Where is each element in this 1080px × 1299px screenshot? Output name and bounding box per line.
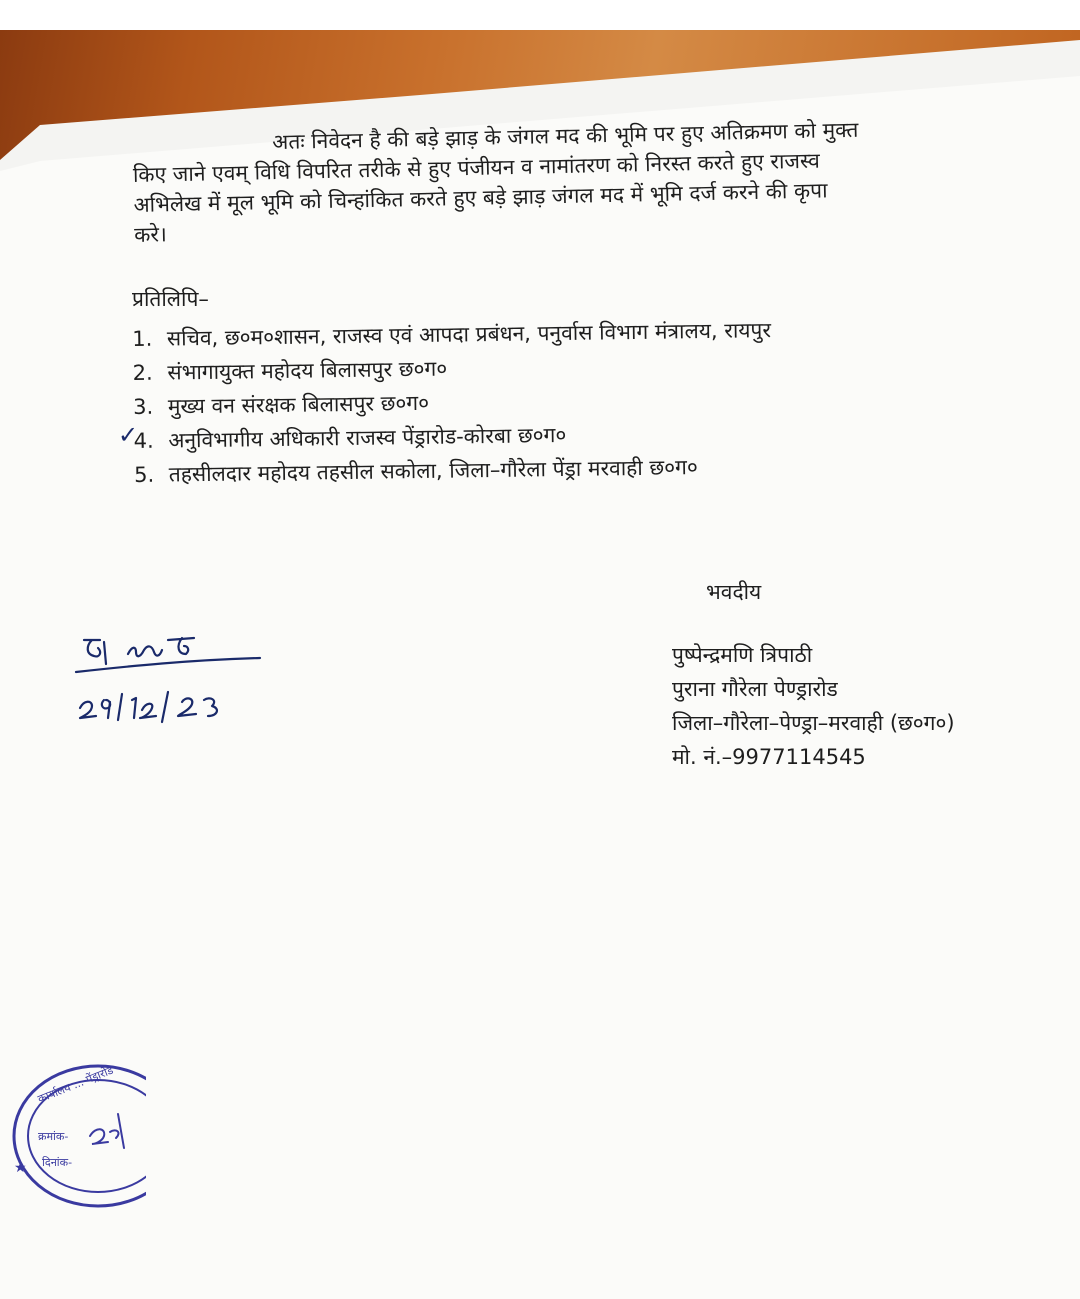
sender-address-line-1: पुराना गौरेला पेण्ड्रारोड [672,677,838,701]
item-number: 1. [132,326,153,351]
item-text: तहसीलदार महोदय तहसील सकोला, जिला–गौरेला पेंड्रा मरवाही छ०ग० [168,455,698,487]
paragraph-line-1: अतः निवेदन है की बड़े झाड़ के जंगल मद की भूमि पर हुए अतिक्रमण को मुक्त [272,117,859,155]
sender-address-line-2: जिला–गौरेला–पेण्ड्रा–मरवाही (छ०ग०) [672,711,955,735]
request-paragraph [132,111,1024,250]
handwritten-signature-and-date [70,620,270,730]
paragraph-line-3: अभिलेख में मूल भूमि को चिन्हांकित करते हुए बड़े झाड़ जंगल मद में भूमि दर्ज करने की कृपा [133,178,828,217]
item-number: 2. [132,360,153,385]
item-text: संभागायुक्त महोदय बिलासपुर छ०ग० [167,356,448,385]
stamp-inward-label: क्रमांक- [38,1130,69,1143]
item-text: अनुविभागीय अधिकारी राजस्व पेंड्रारोड-कोरबा छ०ग० [168,422,567,453]
office-rubber-stamp [6,1048,146,1218]
copy-to-heading: प्रतिलिपि– [132,287,209,311]
sender-name: पुष्पेन्द्रमणि त्रिपाठी [672,643,813,667]
stamp-text: कार्यालय ... पेंड्रारोड [35,1063,116,1106]
paragraph-line-2: किए जाने एवम् विधि विपरित तरीके से हुए पंजीयन व नामांतरण को निरस्त करते हुए राजस्व [132,148,821,187]
paragraph-line-4: करे। [133,222,168,247]
item-text: सचिव, छ०म०शासन, राजस्व एवं आपदा प्रबंधन, पनुर्वास विभाग मंत्रालय, रायपुर [166,318,772,351]
sender-block [672,638,955,774]
handwritten-tick-mark: ✓ [118,421,139,449]
item-text: मुख्य वन संरक्षक बिलासपुर छ०ग० [167,390,430,419]
star-icon: ★ [14,1160,27,1176]
item-number: 3. [133,394,154,419]
item-number: 4. [133,428,154,453]
stamp-date-label: दिनांक- [42,1156,73,1169]
item-number: 5. [133,462,155,487]
sender-phone: मो. नं.–9977114545 [672,745,866,769]
closing-salutation: भवदीय [706,580,762,604]
copy-to-list [132,313,773,492]
